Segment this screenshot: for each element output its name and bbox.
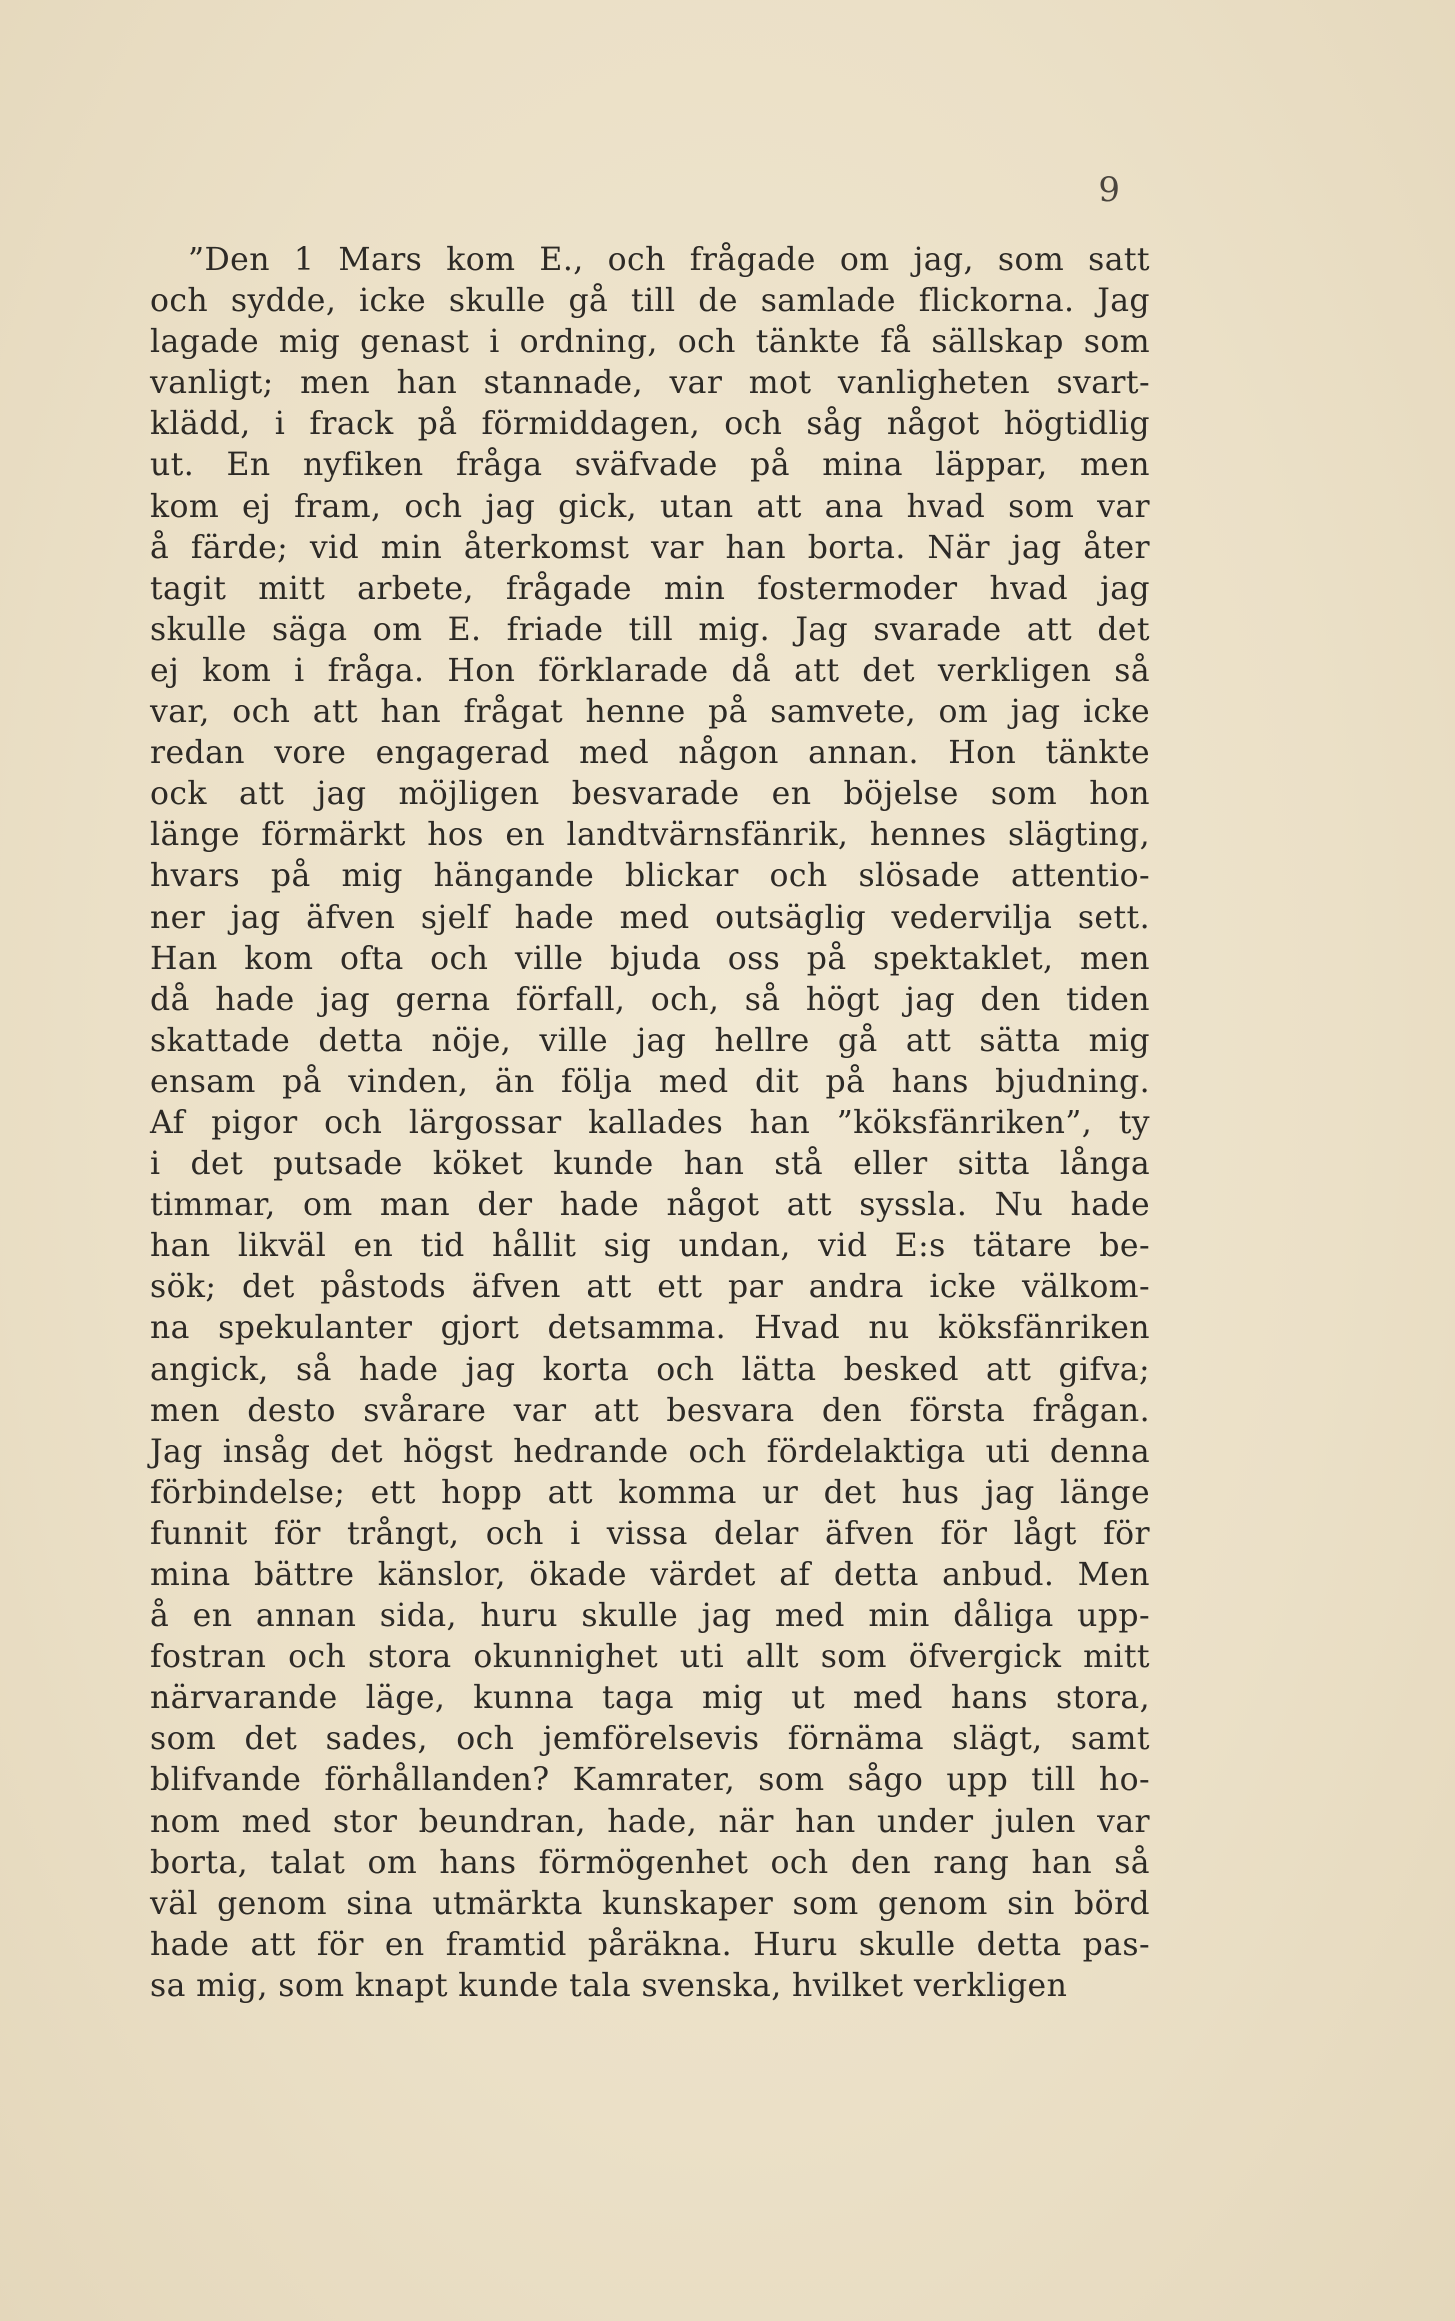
text-line: borta, talat om hans förmögenhet och den rang han så (150, 1844, 1150, 1881)
text-line: väl genom sina utmärkta kunskaper som genom sin börd (150, 1885, 1150, 1922)
text-line: lagade mig genast i ordning, och tänkte få sällskap som (150, 324, 1150, 361)
text-line: mina bättre känslor, ökade värdet af detta anbud. Men (150, 1557, 1150, 1593)
text-line: blifvande förhållanden? Kamrater, som sågo upp till ho- (150, 1762, 1150, 1799)
text-line: ”Den 1 Mars kom E., och frågade om jag, som satt (188, 242, 1150, 278)
text-line: då hade jag gerna förfall, och, så högt jag den tiden (150, 981, 1150, 1018)
text-line: ut. En nyfiken fråga sväfvade på mina läppar, men (150, 447, 1150, 484)
text-line: som det sades, och jemförelsevis förnäma slägt, samt (150, 1721, 1150, 1758)
text-line: förbindelse; ett hopp att komma ur det hus jag länge (150, 1474, 1150, 1511)
text-line: sök; det påstods äfven att ett par andra icke välkom- (150, 1269, 1150, 1306)
text-line: och sydde, icke skulle gå till de samlade flickorna. Jag (150, 283, 1150, 320)
text-line: var, och att han frågat henne på samvete, om jag icke (150, 694, 1150, 731)
text-line: redan vore engagerad med någon annan. Hon tänkte (150, 735, 1150, 772)
text-line: timmar, om man der hade något att syssla. Nu hade (150, 1187, 1150, 1224)
text-line: ensam på vinden, än följa med dit på hans bjudning. (150, 1063, 1150, 1100)
text-line: skulle säga om E. friade till mig. Jag svarade att det (150, 611, 1150, 648)
text-line: fostran och stora okunnighet uti allt som öfvergick mitt (150, 1639, 1150, 1676)
text-line: å en annan sida, huru skulle jag med min dåliga upp- (150, 1598, 1150, 1635)
text-line: skattade detta nöje, ville jag hellre gå att sätta mig (150, 1022, 1150, 1059)
text-line: nom med stor beundran, hade, när han under julen var (150, 1803, 1150, 1840)
text-line: å färde; vid min återkomst var han borta. När jag åter (150, 529, 1150, 566)
text-line: Han kom ofta och ville bjuda oss på spektaklet, men (150, 940, 1150, 977)
page-number: 9 (1098, 170, 1120, 210)
text-line: funnit för trångt, och i vissa delar äfven för lågt för (150, 1515, 1150, 1552)
text-line: ej kom i fråga. Hon förklarade då att det verkligen så (150, 652, 1150, 689)
text-line: han likväl en tid hållit sig undan, vid E:s tätare be- (150, 1228, 1150, 1265)
text-line: Jag insåg det högst hedrande och fördelaktiga uti denna (150, 1433, 1150, 1470)
text-line: hvars på mig hängande blickar och slösade attentio- (150, 858, 1150, 895)
text-line: na spekulanter gjort detsamma. Hvad nu köksfänriken (150, 1310, 1150, 1347)
text-line: hade att för en framtid påräkna. Huru skulle detta pas- (150, 1926, 1150, 1963)
text-line: länge förmärkt hos en landtvärnsfänrik, hennes slägting, (150, 817, 1150, 854)
text-line: tagit mitt arbete, frågade min fostermoder hvad jag (150, 570, 1150, 607)
text-line: ner jag äfven sjelf hade med outsäglig vedervilja sett. (150, 899, 1150, 936)
text-line: angick, så hade jag korta och lätta besked att gifva; (150, 1351, 1150, 1388)
text-line: i det putsade köket kunde han stå eller sitta långa (150, 1146, 1150, 1183)
text-line: Af pigor och lärgossar kallades han ”köksfänriken”, ty (150, 1104, 1150, 1141)
text-line: sa mig, som knapt kunde tala svenska, hvilket verkligen (150, 1967, 1068, 2004)
text-line: vanligt; men han stannade, var mot vanligheten svart- (150, 365, 1150, 402)
text-line: men desto svårare var att besvara den första frågan. (150, 1392, 1150, 1429)
text-line: närvarande läge, kunna taga mig ut med hans stora, (150, 1680, 1150, 1717)
text-line: klädd, i frack på förmiddagen, och såg något högtidlig (150, 406, 1150, 443)
body-text (150, 240, 1150, 2007)
text-line: ock att jag möjligen besvarade en böjelse som hon (150, 776, 1150, 813)
text-line: kom ej fram, och jag gick, utan att ana hvad som var (150, 488, 1150, 525)
